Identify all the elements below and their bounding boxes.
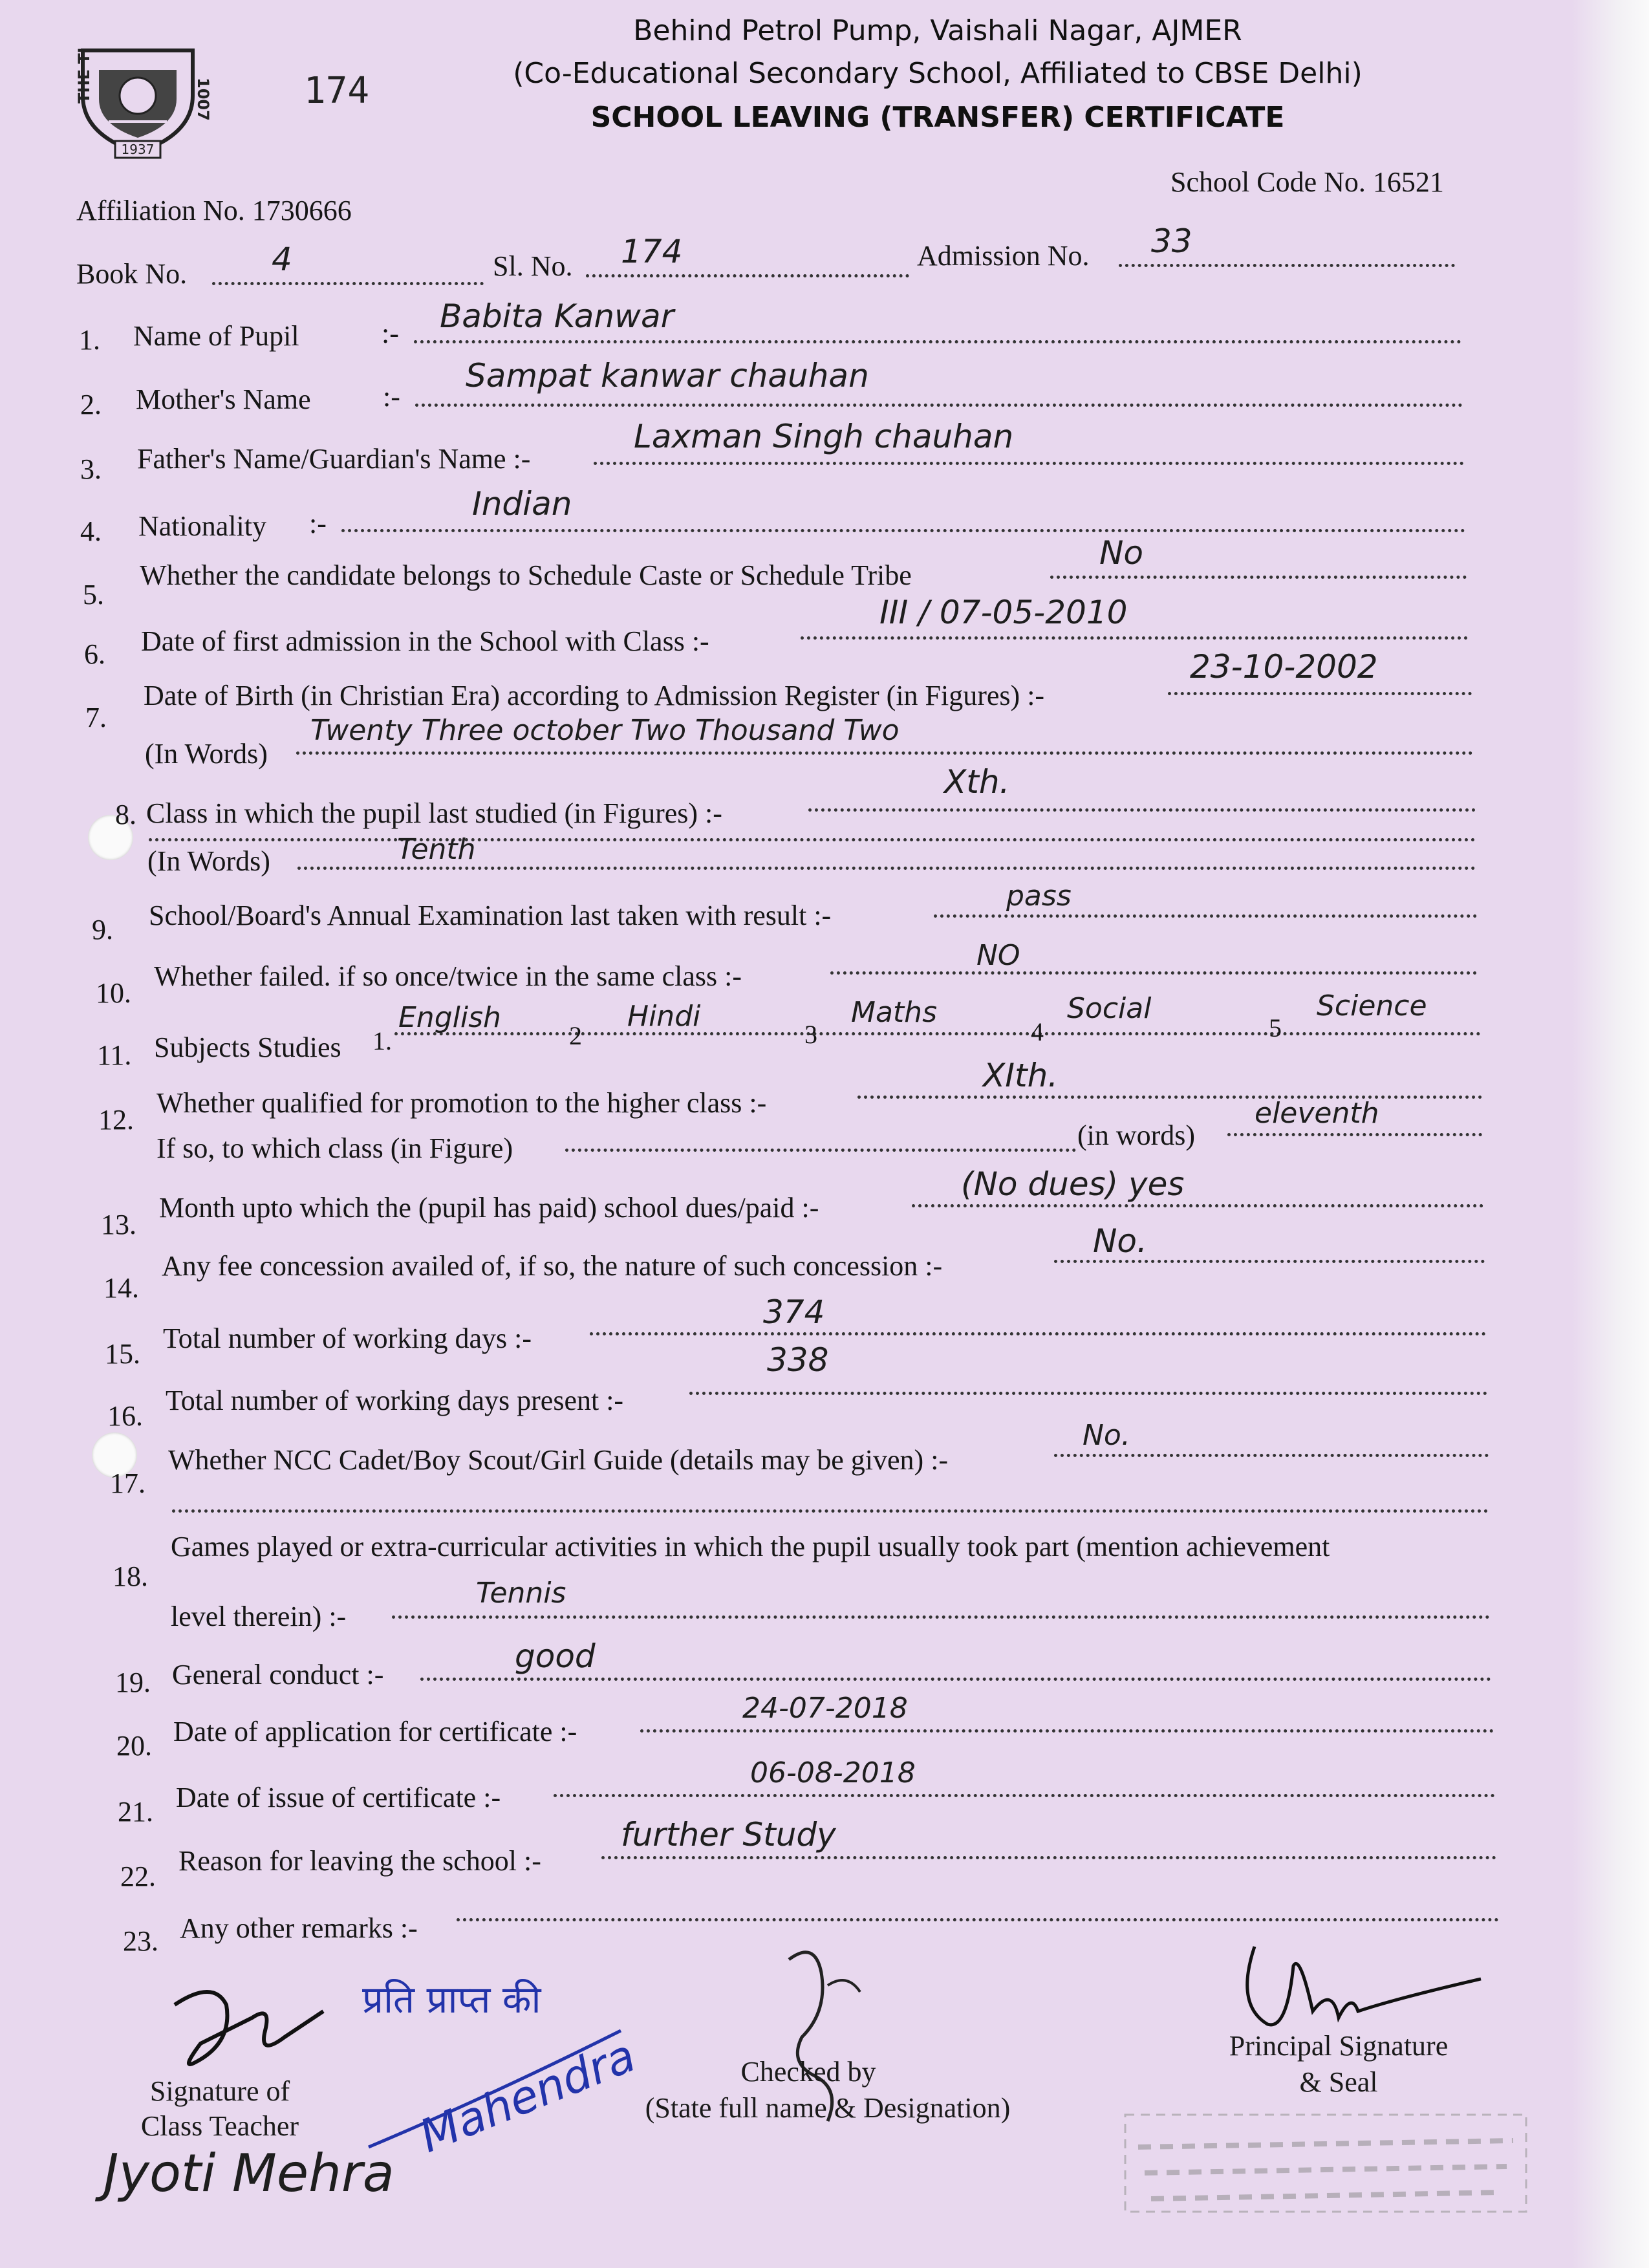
games-value: Tennis bbox=[476, 1577, 566, 1610]
promotion-class-figure-label: If so, to which class (in Figure) bbox=[156, 1132, 513, 1164]
item-number: 5. bbox=[83, 579, 104, 610]
reason-label: Reason for leaving the school :- bbox=[178, 1845, 541, 1877]
item-number: 3. bbox=[80, 453, 102, 485]
dob-figures-value: 23-10-2002 bbox=[1190, 648, 1378, 686]
nationality-value: Indian bbox=[472, 485, 572, 523]
item-number: 22. bbox=[120, 1861, 156, 1892]
admission-no-value: 33 bbox=[1151, 222, 1192, 260]
first-admission-value: III / 07-05-2010 bbox=[879, 594, 1128, 631]
item-number: 11. bbox=[97, 1039, 132, 1071]
dob-words-label: (In Words) bbox=[145, 738, 268, 770]
sc-st-label: Whether the candidate belongs to Schedule Caste or Schedule Tribe bbox=[140, 559, 912, 591]
dob-figures-label: Date of Birth (in Christian Era) according to Admission Register (in Figures) :- bbox=[144, 680, 1045, 711]
working-days-label: Total number of working days :- bbox=[163, 1323, 532, 1354]
reason-value: further Study bbox=[621, 1816, 836, 1853]
item-number: 20. bbox=[116, 1730, 152, 1762]
name-of-pupil-value: Babita Kanwar bbox=[440, 297, 674, 335]
first-admission-label: Date of first admission in the School with Class :- bbox=[141, 625, 709, 657]
subject-name: Social bbox=[1067, 992, 1152, 1025]
dues-value: (No dues) yes bbox=[961, 1165, 1185, 1203]
item-number: 7. bbox=[85, 702, 107, 733]
item-number: 2. bbox=[80, 389, 102, 420]
games-level-label: level therein) :- bbox=[171, 1601, 347, 1632]
ncc-label: Whether NCC Cadet/Boy Scout/Girl Guide (details may be given) :- bbox=[168, 1444, 949, 1476]
subject-name: Hindi bbox=[627, 1000, 701, 1033]
promotion-words-value: eleventh bbox=[1255, 1097, 1379, 1130]
fathers-name-label: Father's Name/Guardian's Name :- bbox=[137, 443, 531, 475]
book-no-value: 4 bbox=[272, 241, 292, 278]
certificate-title: SCHOOL LEAVING (TRANSFER) CERTIFICATE bbox=[590, 101, 1285, 134]
teacher-name-handwritten: Jyoti Mehra bbox=[103, 2143, 394, 2203]
item-number: 18. bbox=[113, 1561, 148, 1592]
class-teacher-caption-2: Class Teacher bbox=[140, 2110, 299, 2142]
promotion-label: Whether qualified for promotion to the higher class :- bbox=[156, 1087, 767, 1119]
name-of-pupil-label: Name of Pupil bbox=[133, 320, 299, 352]
subject-number: 3 bbox=[804, 1020, 817, 1049]
blue-signature-underline bbox=[362, 2018, 634, 2160]
class-teacher-signature bbox=[155, 1966, 349, 2082]
failed-label: Whether failed. if so once/twice in the same class :- bbox=[154, 960, 742, 992]
last-class-words-label: (In Words) bbox=[147, 845, 270, 877]
principal-caption: Principal Signature bbox=[1229, 2030, 1449, 2062]
item-number: 15. bbox=[105, 1338, 140, 1370]
subject-number: 2 bbox=[569, 1021, 582, 1050]
issue-date-label: Date of issue of certificate :- bbox=[176, 1782, 501, 1813]
item-number: 10. bbox=[96, 977, 131, 1009]
issue-date-value: 06-08-2018 bbox=[750, 1756, 916, 1789]
conduct-label: General conduct :- bbox=[172, 1659, 384, 1690]
school-address: Behind Petrol Pump, Vaishali Nagar, AJMER bbox=[633, 14, 1242, 47]
item-number: 14. bbox=[103, 1272, 139, 1304]
application-date-value: 24-07-2018 bbox=[742, 1692, 908, 1725]
item-number: 23. bbox=[123, 1925, 158, 1957]
handwritten-serial: 174 bbox=[304, 70, 370, 112]
dob-words-value: Twenty Three october Two Thousand Two bbox=[310, 714, 900, 747]
sc-st-value: No bbox=[1099, 534, 1143, 572]
item-number: 16. bbox=[107, 1400, 143, 1432]
logo-text-right: 1007 bbox=[194, 78, 212, 121]
logo-year: 1937 bbox=[121, 142, 155, 157]
hindi-receipt-note: प्रति प्राप्त की bbox=[362, 1978, 541, 2022]
ncc-value: No. bbox=[1083, 1419, 1130, 1452]
last-class-figures-value: Xth. bbox=[944, 763, 1010, 801]
item-number: 1. bbox=[79, 324, 100, 356]
subject-name: Maths bbox=[851, 996, 937, 1029]
conduct-value: good bbox=[515, 1637, 596, 1675]
checked-by-designation: (State full name & Designation) bbox=[645, 2092, 1011, 2124]
blue-signature: Mahendra bbox=[412, 2029, 643, 2163]
days-present-label: Total number of working days present :- bbox=[166, 1385, 624, 1416]
subject-number: 1. bbox=[372, 1026, 392, 1055]
item-number: 19. bbox=[115, 1667, 151, 1698]
book-no-label: Book No. bbox=[76, 258, 188, 290]
annual-exam-value: pass bbox=[1006, 880, 1072, 913]
subject-name: English bbox=[398, 1001, 501, 1034]
last-class-words-value: Tenth bbox=[397, 833, 476, 866]
item-number: 6. bbox=[84, 638, 105, 670]
school-logo bbox=[70, 25, 212, 160]
scan-edge bbox=[1571, 0, 1649, 2268]
sl-no-value: 174 bbox=[621, 233, 683, 270]
subject-name: Science bbox=[1317, 989, 1427, 1022]
working-days-value: 374 bbox=[763, 1293, 825, 1331]
failed-value: NO bbox=[976, 939, 1020, 972]
school-code: School Code No. 16521 bbox=[1170, 166, 1444, 198]
item-number: 17. bbox=[110, 1467, 146, 1499]
mothers-name-label: Mother's Name bbox=[136, 383, 311, 415]
admission-no-label: Admission No. bbox=[917, 240, 1090, 272]
affiliation-number: Affiliation No. 1730666 bbox=[76, 195, 352, 226]
separator: :- bbox=[309, 508, 327, 539]
application-date-label: Date of application for certificate :- bbox=[173, 1716, 577, 1747]
subjects-label: Subjects Studies bbox=[154, 1031, 341, 1063]
school-affiliation-note: (Co-Educational Secondary School, Affiliated to CBSE Delhi) bbox=[513, 57, 1363, 90]
item-number: 9. bbox=[92, 914, 113, 945]
nationality-label: Nationality bbox=[138, 510, 266, 542]
faded-seal-stamp bbox=[1099, 2095, 1552, 2225]
games-label: Games played or extra-curricular activities in which the pupil usually took part (mention achievement bbox=[171, 1531, 1330, 1562]
dues-label: Month upto which the (pupil has paid) school dues/paid :- bbox=[159, 1192, 819, 1224]
annual-exam-label: School/Board's Annual Examination last taken with result :- bbox=[149, 900, 832, 931]
promotion-value: XIth. bbox=[983, 1057, 1059, 1094]
checked-by-caption: Checked by bbox=[740, 2056, 876, 2088]
item-number: 21. bbox=[118, 1796, 153, 1828]
promotion-words-label: (in words) bbox=[1077, 1119, 1196, 1151]
class-teacher-caption-1: Signature of bbox=[149, 2075, 290, 2107]
item-number: 4. bbox=[80, 515, 102, 547]
separator: :- bbox=[383, 381, 400, 413]
remarks-label: Any other remarks :- bbox=[180, 1912, 418, 1944]
item-number: 8. bbox=[115, 799, 136, 830]
fathers-name-value: Laxman Singh chauhan bbox=[634, 418, 1014, 455]
separator: :- bbox=[382, 318, 399, 349]
subject-number: 4 bbox=[1031, 1017, 1044, 1046]
last-class-figures-label: Class in which the pupil last studied (in Figures) :- bbox=[146, 797, 722, 829]
seal-caption: & Seal bbox=[1299, 2066, 1378, 2098]
item-number: 13. bbox=[101, 1209, 136, 1240]
subject-number: 5 bbox=[1269, 1013, 1282, 1042]
fee-concession-value: No. bbox=[1093, 1222, 1147, 1260]
fee-concession-label: Any fee concession availed of, if so, the nature of such concession :- bbox=[162, 1250, 943, 1282]
days-present-value: 338 bbox=[767, 1341, 829, 1379]
item-number: 12. bbox=[98, 1104, 134, 1136]
sl-no-label: Sl. No. bbox=[493, 250, 573, 282]
logo-text-left: THE TI bbox=[75, 47, 93, 103]
mothers-name-value: Sampat kanwar chauhan bbox=[466, 357, 869, 394]
